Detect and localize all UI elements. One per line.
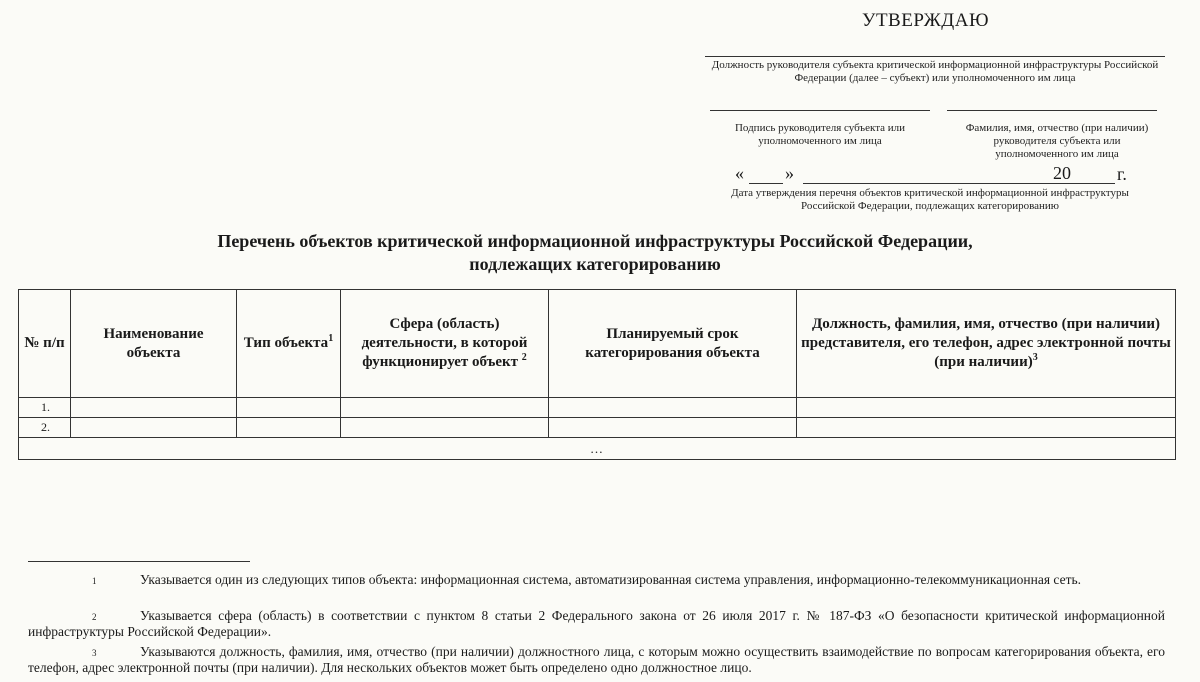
header-name: Наименование объекта — [71, 290, 237, 398]
footnote-3-first-word: Указываются — [140, 644, 216, 659]
signature-line — [710, 110, 930, 111]
cell-term[interactable] — [549, 398, 797, 418]
table-row — [19, 398, 1176, 418]
date-close-quote: » — [785, 163, 794, 183]
header-type: Тип объекта$^1$ — [237, 290, 341, 398]
continuation-ellipsis: … — [19, 438, 1176, 460]
cell-name[interactable] — [71, 418, 237, 438]
table-row — [19, 418, 1176, 438]
cell-name[interactable] — [71, 398, 237, 418]
header-term: Планируемый срок категорирования объекта — [549, 290, 797, 398]
cell-sphere[interactable] — [341, 418, 549, 438]
header-num: № п/п — [19, 290, 71, 398]
objects-table — [18, 289, 1176, 460]
cell-type[interactable] — [237, 398, 341, 418]
footnote-3 — [28, 644, 1165, 676]
footnote-ref-1: 1 — [328, 333, 334, 344]
date-day-line — [749, 183, 783, 184]
footnote-ref-2: 2 — [521, 352, 527, 363]
name-line — [947, 110, 1157, 111]
name-caption: Фамилия, имя, отчество (при наличии) руководителя субъекта или уполномоченного им лица — [965, 122, 1149, 160]
approval-date — [735, 163, 1135, 187]
document-title-line2: подлежащих категорированию — [469, 254, 721, 274]
footnote-1-text: один из следующих типов объекта: информационная система, автоматизированная система управления, информационно-телекоммуникационная сеть. — [214, 572, 1082, 587]
cell-num: 2. — [19, 418, 71, 438]
header-contact: Должность, фамилия, имя, отчество (при наличии) представителя, его телефон, адрес электронной почты (при наличии)$^3$ — [797, 290, 1176, 398]
footnote-ref-3: 3 — [1032, 352, 1038, 363]
footnote-1 — [28, 572, 1165, 588]
footnote-separator — [28, 561, 250, 562]
footnote-2-first-word: Указывается — [140, 608, 212, 623]
document-title — [60, 230, 1130, 276]
cell-term[interactable] — [549, 418, 797, 438]
approval-title: УТВЕРЖДАЮ — [862, 10, 989, 31]
footnote-1-first-word: Указывается — [140, 572, 212, 587]
date-caption: Дата утверждения перечня объектов критической информационной инфраструктуры Российской Федерации, подлежащих категорированию — [731, 187, 1129, 212]
footnote-3-text: должность, фамилия, имя, отчество (при наличии) должностного лица, с которым можно осуществить взаимодействие по вопросам категорирования объекта, его телефон, адрес электронной почты (при наличии). Для нескольких объектов может быть определено одно должностное лицо. — [28, 644, 1165, 675]
cell-sphere[interactable] — [341, 398, 549, 418]
cell-contact[interactable] — [797, 418, 1176, 438]
table-continuation-row — [19, 438, 1176, 460]
date-open-quote: « — [735, 163, 744, 183]
cell-contact[interactable] — [797, 398, 1176, 418]
table-header-row — [19, 290, 1176, 398]
position-caption: Должность руководителя субъекта критической информационной инфраструктуры Российской Федерации (далее – субъект) или уполномоченного им лица — [711, 59, 1159, 84]
position-line — [705, 56, 1165, 57]
footnote-1-mark: 1 — [92, 576, 97, 586]
footnote-2-mark: 2 — [92, 612, 97, 622]
footnote-2 — [28, 608, 1165, 640]
date-year-suffix: г. — [1117, 164, 1127, 184]
header-sphere: Сфера (область) деятельности, в которой функционирует объект $^2$ — [341, 290, 549, 398]
cell-num: 1. — [19, 398, 71, 418]
footnote-3-mark: 3 — [92, 648, 97, 658]
signature-caption: Подпись руководителя субъекта или уполномоченного им лица — [734, 122, 906, 147]
document-title-line1: Перечень объектов критической информационной инфраструктуры Российской Федерации, — [217, 231, 973, 251]
footnote-2-text: сфера (область) в соответствии с пунктом 8 статьи 2 Федерального закона от 26 июля 2017 г. № 187-ФЗ «О безопасности критической информационной инфраструктуры Российской Федерации». — [28, 608, 1165, 639]
date-year-prefix: 20 — [1053, 163, 1071, 183]
cell-type[interactable] — [237, 418, 341, 438]
